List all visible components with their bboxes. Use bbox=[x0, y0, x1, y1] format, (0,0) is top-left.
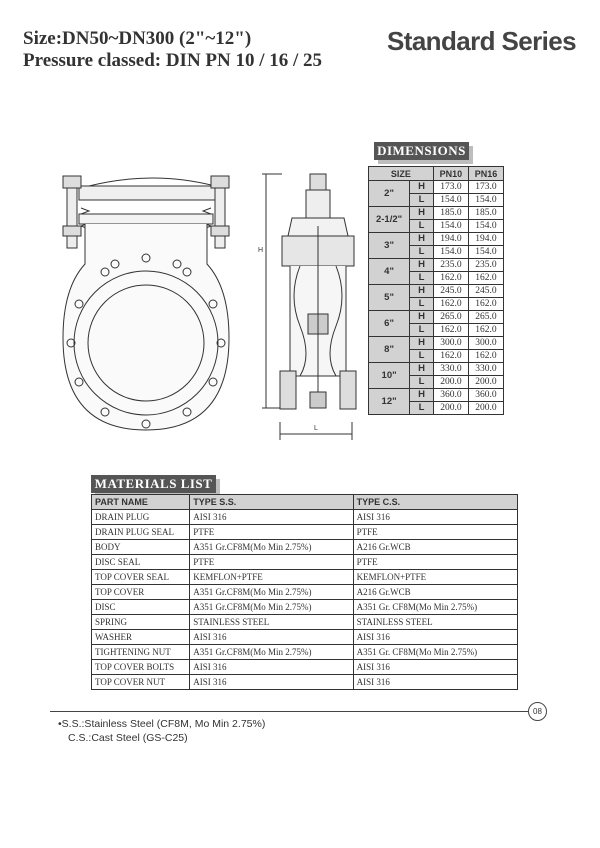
dim-h-pn10: 360.0 bbox=[433, 389, 468, 402]
dim-l-pn16: 162.0 bbox=[468, 350, 503, 363]
dim-l-pn10: 200.0 bbox=[433, 402, 468, 415]
col-part-name: PART NAME bbox=[92, 495, 190, 510]
dim-h-pn16: 235.0 bbox=[468, 259, 503, 272]
dim-l-label: L bbox=[410, 194, 434, 207]
material-cs: PTFE bbox=[353, 555, 517, 570]
col-type-ss: TYPE S.S. bbox=[190, 495, 353, 510]
material-row bbox=[92, 555, 518, 570]
col-type-cs: TYPE C.S. bbox=[353, 495, 517, 510]
dim-l-label: L bbox=[410, 272, 434, 285]
dim-h-label: H bbox=[410, 389, 434, 402]
col-pn10: PN10 bbox=[433, 167, 468, 181]
material-row bbox=[92, 675, 518, 690]
dim-row-h bbox=[369, 311, 504, 324]
dim-h-label: H bbox=[410, 337, 434, 350]
material-row bbox=[92, 600, 518, 615]
dim-size: 4" bbox=[369, 259, 410, 285]
material-cs: A216 Gr.WCB bbox=[353, 585, 517, 600]
material-cs: A351 Gr. CF8M(Mo Min 2.75%) bbox=[353, 600, 517, 615]
footer-divider bbox=[50, 711, 528, 712]
dim-h-label: H bbox=[410, 363, 434, 376]
dim-h-label: H bbox=[410, 207, 434, 220]
note-cast-steel: C.S.:Cast Steel (GS-C25) bbox=[68, 732, 188, 744]
material-cs: AISI 316 bbox=[353, 630, 517, 645]
material-cs: PTFE bbox=[353, 525, 517, 540]
dim-h-pn16: 330.0 bbox=[468, 363, 503, 376]
material-row bbox=[92, 585, 518, 600]
materials-header-row bbox=[92, 495, 518, 510]
dim-h-label: H bbox=[410, 285, 434, 298]
material-ss: KEMFLON+PTFE bbox=[190, 570, 353, 585]
dim-h-pn10: 235.0 bbox=[433, 259, 468, 272]
dim-row-h bbox=[369, 259, 504, 272]
material-ss: AISI 316 bbox=[190, 630, 353, 645]
dimensions-header-row bbox=[369, 167, 504, 181]
dim-h-pn16: 300.0 bbox=[468, 337, 503, 350]
material-row bbox=[92, 645, 518, 660]
material-part: DISC bbox=[92, 600, 190, 615]
dim-h-pn16: 360.0 bbox=[468, 389, 503, 402]
dim-row-h bbox=[369, 389, 504, 402]
dim-size: 12" bbox=[369, 389, 410, 415]
dim-size: 10" bbox=[369, 363, 410, 389]
dim-h-label: H bbox=[410, 181, 434, 194]
pressure-title: Pressure classed: DIN PN 10 / 16 / 25 bbox=[23, 50, 323, 71]
dim-h-pn10: 185.0 bbox=[433, 207, 468, 220]
material-part: BODY bbox=[92, 540, 190, 555]
dim-l-label: L bbox=[410, 402, 434, 415]
dim-l-pn16: 162.0 bbox=[468, 272, 503, 285]
dim-l-label: L bbox=[410, 324, 434, 337]
material-part: TIGHTENING NUT bbox=[92, 645, 190, 660]
material-part: DRAIN PLUG SEAL bbox=[92, 525, 190, 540]
material-row bbox=[92, 540, 518, 555]
material-part: TOP COVER NUT bbox=[92, 675, 190, 690]
dim-l-label: L bbox=[410, 220, 434, 233]
material-cs: AISI 316 bbox=[353, 660, 517, 675]
material-row bbox=[92, 510, 518, 525]
dim-l-pn16: 154.0 bbox=[468, 194, 503, 207]
dim-h-pn16: 173.0 bbox=[468, 181, 503, 194]
material-ss: AISI 316 bbox=[190, 510, 353, 525]
dim-h-pn16: 194.0 bbox=[468, 233, 503, 246]
dim-l-pn10: 154.0 bbox=[433, 220, 468, 233]
material-part: TOP COVER bbox=[92, 585, 190, 600]
material-cs: AISI 316 bbox=[353, 675, 517, 690]
dim-l-pn16: 200.0 bbox=[468, 402, 503, 415]
dim-row-h bbox=[369, 181, 504, 194]
dim-l-pn10: 162.0 bbox=[433, 350, 468, 363]
dim-row-h bbox=[369, 337, 504, 350]
material-row bbox=[92, 570, 518, 585]
dimensions-table bbox=[368, 166, 504, 415]
material-ss: AISI 316 bbox=[190, 675, 353, 690]
dim-l-pn16: 162.0 bbox=[468, 298, 503, 311]
dim-l-pn16: 154.0 bbox=[468, 246, 503, 259]
dim-size: 2-1/2" bbox=[369, 207, 410, 233]
material-part: SPRING bbox=[92, 615, 190, 630]
dim-h-pn16: 265.0 bbox=[468, 311, 503, 324]
col-pn16: PN16 bbox=[468, 167, 503, 181]
dim-l-pn10: 162.0 bbox=[433, 272, 468, 285]
dim-l-label: L bbox=[410, 350, 434, 363]
material-ss: AISI 316 bbox=[190, 660, 353, 675]
dim-l-pn16: 162.0 bbox=[468, 324, 503, 337]
materials-table bbox=[91, 494, 518, 690]
dim-h-pn10: 245.0 bbox=[433, 285, 468, 298]
note-stainless: •S.S.:Stainless Steel (CF8M, Mo Min 2.75%) bbox=[58, 718, 266, 730]
dim-l-pn10: 162.0 bbox=[433, 298, 468, 311]
size-title: Size:DN50~DN300 (2"~12") bbox=[23, 28, 252, 49]
material-ss: STAINLESS STEEL bbox=[190, 615, 353, 630]
materials-header: MATERIALS LIST bbox=[91, 475, 216, 493]
dim-h-label: H bbox=[410, 311, 434, 324]
material-part: WASHER bbox=[92, 630, 190, 645]
dim-row-h bbox=[369, 363, 504, 376]
material-ss: PTFE bbox=[190, 555, 353, 570]
dimensions-header: DIMENSIONS bbox=[374, 142, 469, 160]
material-part: DISC SEAL bbox=[92, 555, 190, 570]
dim-l-pn16: 154.0 bbox=[468, 220, 503, 233]
dim-size: 6" bbox=[369, 311, 410, 337]
material-ss: A351 Gr.CF8M(Mo Min 2.75%) bbox=[190, 540, 353, 555]
dim-l-pn10: 200.0 bbox=[433, 376, 468, 389]
dim-row-h bbox=[369, 207, 504, 220]
dim-h-pn10: 265.0 bbox=[433, 311, 468, 324]
dim-h-pn10: 300.0 bbox=[433, 337, 468, 350]
dim-size: 5" bbox=[369, 285, 410, 311]
material-cs: STAINLESS STEEL bbox=[353, 615, 517, 630]
dim-l-pn16: 200.0 bbox=[468, 376, 503, 389]
material-row bbox=[92, 660, 518, 675]
dim-l-label: L bbox=[410, 298, 434, 311]
dim-h-pn16: 245.0 bbox=[468, 285, 503, 298]
material-row bbox=[92, 615, 518, 630]
dim-h-label: H bbox=[410, 259, 434, 272]
valve-side-view-drawing bbox=[252, 166, 362, 456]
dim-h-pn16: 185.0 bbox=[468, 207, 503, 220]
dim-h-label: H bbox=[410, 233, 434, 246]
dim-l-pn10: 154.0 bbox=[433, 246, 468, 259]
material-row bbox=[92, 525, 518, 540]
dim-size: 3" bbox=[369, 233, 410, 259]
material-ss: PTFE bbox=[190, 525, 353, 540]
dim-h-pn10: 194.0 bbox=[433, 233, 468, 246]
dim-row-h bbox=[369, 233, 504, 246]
dim-l-label: L bbox=[410, 376, 434, 389]
material-part: TOP COVER SEAL bbox=[92, 570, 190, 585]
material-ss: A351 Gr.CF8M(Mo Min 2.75%) bbox=[190, 600, 353, 615]
material-part: DRAIN PLUG bbox=[92, 510, 190, 525]
dim-h-pn10: 173.0 bbox=[433, 181, 468, 194]
material-row bbox=[92, 630, 518, 645]
col-size: SIZE bbox=[369, 167, 434, 181]
page-number: 08 bbox=[528, 702, 547, 721]
valve-front-view-drawing bbox=[45, 168, 245, 458]
material-ss: A351 Gr.CF8M(Mo Min 2.75%) bbox=[190, 645, 353, 660]
material-ss: A351 Gr.CF8M(Mo Min 2.75%) bbox=[190, 585, 353, 600]
material-part: TOP COVER BOLTS bbox=[92, 660, 190, 675]
material-cs: A216 Gr.WCB bbox=[353, 540, 517, 555]
material-cs: KEMFLON+PTFE bbox=[353, 570, 517, 585]
dim-row-h bbox=[369, 285, 504, 298]
dim-l-label: L bbox=[410, 246, 434, 259]
material-cs: AISI 316 bbox=[353, 510, 517, 525]
dim-size: 2" bbox=[369, 181, 410, 207]
dim-size: 8" bbox=[369, 337, 410, 363]
drawing-l-label: L bbox=[314, 425, 318, 432]
dim-l-pn10: 162.0 bbox=[433, 324, 468, 337]
dim-h-pn10: 330.0 bbox=[433, 363, 468, 376]
material-cs: A351 Gr. CF8M(Mo Min 2.75%) bbox=[353, 645, 517, 660]
series-title: Standard Series bbox=[387, 26, 576, 56]
dim-l-pn10: 154.0 bbox=[433, 194, 468, 207]
drawing-h-label: H bbox=[258, 247, 264, 254]
